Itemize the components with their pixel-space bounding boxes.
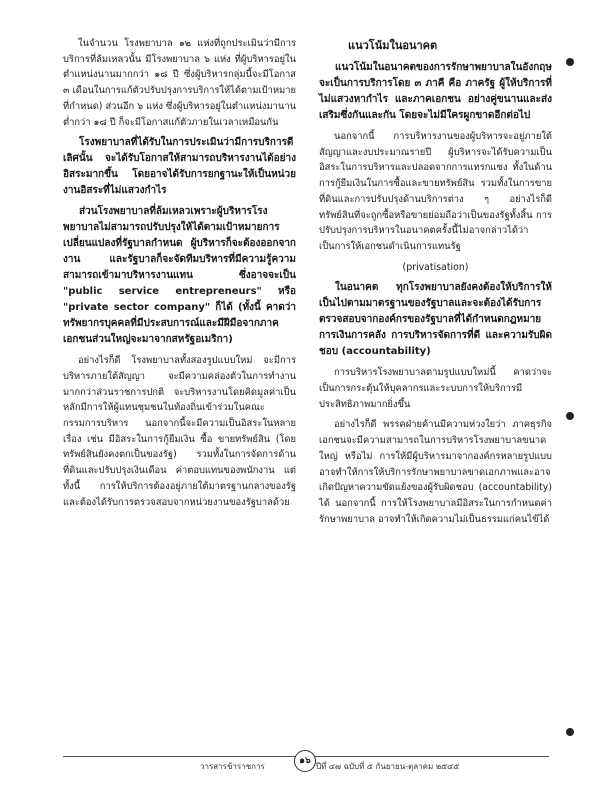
left-column: [63, 36, 296, 515]
right-paragraph-2: นอกจากนี้ การบริหารงานของผู้บริหารจะอยู่ภายใต้สัญญาและงบประมาณรายปี ผู้บริหารจะได้รับความเป็นอิสระในการบริหารและปลอดจากการแทรกแซง ทั้งในด้านการกู้ยืมเงินในการซื้อและขายทรัพย์สิน รวมทั้งในการขายที่ดินและการปรับปรุงด้านบริการต่าง ๆ อย่างไรก็ดีทรัพย์สินที่จะถูกซื้อหรือขายย่อมถือว่าเป็นของรัฐทั้งสิ้น การปรับปรุงการบริหารในอนาคตครั้งนี้ไม่อาจกล่าวได้ว่าเป็นการให้เอกชนดำเนินการแทนรัฐ: [319, 131, 552, 252]
left-paragraph-2: โรงพยาบาลที่ได้รับในการประเมินว่ามีการบริการดีเลิศนั้น จะได้รับโอกาสให้สามารถบริหารงานได้อย่างอิสระมากขึ้น โดยอาจได้รับการยกฐานะให้เป็นหน่วยงานอิสระที่ไม่แสวงกำไร: [63, 137, 296, 197]
margin-bullet-bottom: [566, 728, 574, 736]
left-paragraph-4: อย่างไรก็ดี โรงพยาบาลทั้งสองรูปแบบใหม่ จะมีการบริหารภายใต้สัญญา จะมีความคล่องตัวในการทำงานมากกว่าส่วนราชการปกติ จะบริหารงานโดยคิดมูลค่าเป็นหลักมีการให้ผู้แทนชุมชนในท้องถิ่นเข้าร่วมในคณะกรรมการบริหาร นอกจากนี้จะมีความเป็นอิสระในหลายเรื่อง เช่น มีอิสระในการกู้ยืมเงิน ซื้อ ขายทรัพย์สิน (โดยทรัพย์สินยังคงตกเป็นของรัฐ) รวมทั้งในการจัดการด้านที่ดินและปรับปรุงเงินเดือน ค่าตอบแทนของพนักงาน แต่ทั้งนี้ การให้บริการต้องอยู่ภายใต้มาตรฐานกลางของรัฐและต้องได้รับการตรวจสอบจากหน่วยงานของรัฐบาลด้วย: [63, 355, 296, 508]
right-paragraph-4: การบริหารโรงพยาบาลตามรูปแบบใหม่นี้ คาดว่าจะเป็นการกระตุ้นให้บุคลากรและระบบการให้บริการมีประสิทธิภาพมากยิ่งขึ้น: [319, 367, 552, 410]
section-title: แนวโน้มในอนาคต: [348, 39, 438, 52]
margin-bullet-middle: [566, 412, 574, 420]
right-paragraph-1: แนวโน้มในอนาคตของการรักษาพยาบาลในอังกฤษ จะเป็นการบริการโดย ๓ ภาคี คือ ภาครัฐ ผู้ให้บริการที่ไม่แสวงหากำไร และภาคเอกชน อย่างคู่ขนานและส่งเสริมซึ่งกันและกัน โดยจะไม่มีใครผูกขาดอีกต่อไป: [319, 62, 552, 121]
left-paragraph-1: ในจำนวน โรงพยาบาล ๑๒ แห่งที่ถูกประเมินว่ามีการบริการที่ล้มเหลวนั้น มีโรงพยาบาล ๖ แห่ง ที่ผู้บริหารอยู่ในตำแหน่งนานมากกว่า ๑๘ ปี ซึ่งผู้บริหารกลุ่มนี้จะมีโอกาส ๓ เดือนในการแก้ตัวปรับปรุงการบริการให้ได้ตามเป้าหมายที่กำหนด) ส่วนอีก ๖ แห่ง ซึ่งผู้บริหารอยู่ในตำแหน่งมานานต่ำกว่า ๑๘ ปี ก็จะมีโอกาสแก้ตัวภายในเวลาเหมือนกัน: [63, 38, 296, 128]
footer-issue-info: ปีที่ ๔๗ ฉบับที่ ๕ กันยายน-ตุลาคม ๒๕๔๕: [316, 762, 460, 771]
right-column: [319, 60, 552, 532]
page-number: ๑๖: [294, 750, 316, 772]
right-paragraph-2-term: (privatisation): [402, 261, 469, 273]
footer-journal-name: วารสารข้าราชการ: [200, 762, 265, 771]
margin-bullet-top: [566, 58, 574, 66]
right-paragraph-5: อย่างไรก็ดี พรรคฝ่ายค้านมีความห่วงใยว่า ภาคธุรกิจเอกชนจะมีความสามารถในการบริหารโรงพยาบาลขนาดใหญ่ หรือไม่ การให้มีผู้บริหารมาจากองค์กรหลายรูปแบบอาจทำให้การให้บริการรักษาพยาบาลขาดเอกภาพและอาจเกิดปัญหาความขัดแย้งของผู้รับผิดชอบ (accountability) ได้ นอกจากนี้ การให้โรงพยาบาลมีอิสระในการกำหนดค่ารักษาพยาบาล อาจทำให้เกิดความไม่เป็นธรรมแก่คนไข้ได้: [319, 419, 552, 525]
left-paragraph-3: ส่วนโรงพยาบาลที่ล้มเหลวเพราะผู้บริหารโรงพยาบาลไม่สามารถปรับปรุงให้ได้ตามเป้าหมายการเปลี่ยนแปลงที่รัฐบาลกำหนด ผู้บริหารก็จะต้องออกจากงาน และรัฐบาลก็จะจัดทีมบริหารที่มีความรู้ความสามารถเข้ามาบริหารงานแทน ซึ่งอาจจะเป็น "public service entrepreneurs" หรือ "private sector company" ก็ได้ (ทั้งนี้ คาดว่าทรัพยากรบุคคลที่มีประสบการณ์และมีฝีมือจากภาคเอกชนส่วนใหญ่จะมาจากสหรัฐอเมริกา): [63, 206, 296, 346]
right-paragraph-3: ในอนาคต ทุกโรงพยาบาลยังคงต้องให้บริการให้เป็นไปตามมาตรฐานของรัฐบาลและจะต้องได้รับการตรวจสอบจากองค์กรของรัฐบาลที่ได้กำหนดกฎหมาย การเงินการคลัง การบริหารจัดการที่ดี และความรับผิดชอบ (accountability): [319, 282, 552, 358]
